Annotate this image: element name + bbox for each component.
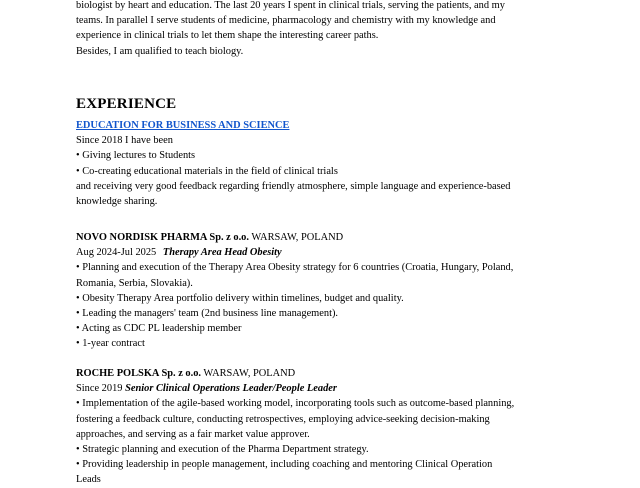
novo-nordisk-section bbox=[76, 230, 513, 352]
job-duty: • Leading the managers' team (2nd business line management). bbox=[76, 308, 339, 320]
job-period: Aug 2024-Jul 2025 bbox=[76, 247, 157, 259]
job-duty: • 1-year contract bbox=[76, 338, 145, 350]
education-line: knowledge sharing. bbox=[76, 196, 158, 208]
job-duty: • Providing leadership in people management, including coaching and mentoring Clinical Operation bbox=[76, 459, 493, 471]
education-line: and receiving very good feedback regarding friendly atmosphere, simple language and experience-based bbox=[76, 180, 511, 192]
job-duty: • Implementation of the agile-based working model, incorporating tools such as outcome-based planning, bbox=[76, 398, 515, 410]
intro-line: experience in clinical trials to let them shape the interesting career paths. bbox=[76, 30, 379, 42]
education-line: • Giving lectures to Students bbox=[76, 150, 196, 162]
intro-line: Besides, I am qualified to teach biology. bbox=[76, 45, 244, 57]
job-duty: fostering a feedback culture, conducting retrospectives, employing advice-seeking decision-making bbox=[76, 413, 490, 425]
company-name: ROCHE POLSKA Sp. z o.o. bbox=[76, 368, 201, 379]
job-period: Since 2019 bbox=[76, 383, 123, 395]
education-section bbox=[76, 118, 511, 209]
company-name: NOVO NORDISK PHARMA Sp. z o.o. bbox=[76, 232, 249, 243]
job-duty: • Obesity Therapy Area portfolio delivery within timelines, budget and quality. bbox=[76, 292, 404, 304]
education-line: Since 2018 I have been bbox=[76, 135, 173, 147]
job-duty: approaches, and serving as a fair market value approver. bbox=[76, 428, 310, 440]
job-duty: • Acting as CDC PL leadership member bbox=[76, 323, 242, 335]
education-link[interactable]: EDUCATION FOR BUSINESS AND SCIENCE bbox=[76, 120, 290, 131]
job-duty: Leads bbox=[76, 474, 101, 486]
company-location: WARSAW, POLAND bbox=[203, 368, 296, 379]
intro-paragraph bbox=[76, 0, 505, 59]
company-location: WARSAW, POLAND bbox=[251, 232, 344, 243]
roche-section bbox=[76, 366, 514, 488]
education-line: • Co-creating educational materials in the field of clinical trials bbox=[76, 165, 338, 177]
job-duty: • Strategic planning and execution of the Pharma Department strategy. bbox=[76, 444, 369, 456]
job-role: Therapy Area Head Obesity bbox=[162, 247, 282, 259]
intro-line: teams. In parallel I serve students of medicine, pharmacology and chemistry with my knowledge and bbox=[76, 15, 496, 27]
experience-heading: EXPERIENCE bbox=[76, 96, 177, 112]
job-duty: Romania, Serbia, Slovakia). bbox=[76, 277, 193, 289]
job-duty: • Planning and execution of the Therapy Area Obesity strategy for 6 countries (Croatia, Hungary, Poland, bbox=[76, 262, 514, 274]
intro-line: biologist by heart and education. The last 20 years I spent in clinical trials, serving the patients, and my bbox=[76, 0, 505, 11]
job-role: Senior Clinical Operations Leader/People Leader bbox=[125, 383, 337, 395]
